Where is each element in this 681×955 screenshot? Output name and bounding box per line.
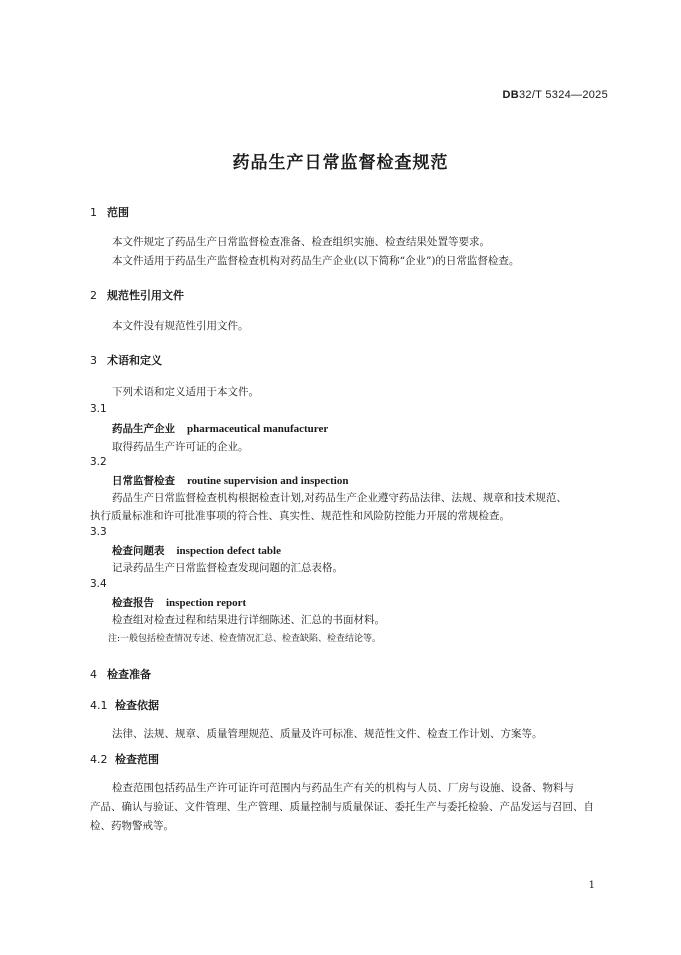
subsection-paragraph: 法律、法规、规章、质量管理规范、质量及许可标准、规范性文件、检查工作计划、方案等。 — [112, 728, 543, 740]
document-title: 药品生产日常监督检查规范 — [232, 153, 449, 173]
term-number: 3.1 — [90, 403, 107, 415]
term-definition: 取得药品生产许可证的企业。 — [112, 441, 249, 453]
section-1-paragraph: 本文件规定了药品生产日常监督检查准备、检查组织实施、检查结果处置等要求。 — [112, 236, 490, 248]
term-number: 3.2 — [90, 456, 107, 468]
term-number: 3.3 — [90, 526, 107, 538]
section-2-paragraph: 本文件没有规范性引用文件。 — [112, 320, 249, 332]
subsection-heading: 4.2 检查范围 — [90, 753, 159, 766]
subsection-paragraph: 产品、确认与验证、文件管理、生产管理、质量控制与质量保证、委托生产与委托检验、产品发运与召回、自 — [90, 801, 594, 813]
subsection-paragraph: 检查范围包括药品生产许可证许可范围内与药品生产有关的机构与人员、厂房与设施、设备、物料与 — [112, 782, 574, 794]
term-heading: 检查问题表 inspection defect table — [112, 545, 281, 557]
section-3-intro: 下列术语和定义适用于本文件。 — [112, 386, 259, 398]
section-1-paragraph: 本文件适用于药品生产监督检查机构对药品生产企业(以下简称“企业”)的日常监督检查。 — [112, 255, 520, 267]
term-definition: 记录药品生产日常监督检查发现问题的汇总表格。 — [112, 562, 343, 574]
term-heading: 检查报告 inspection report — [112, 597, 247, 609]
section-1-heading: 1 范围 — [90, 206, 129, 219]
section-3-heading: 3 术语和定义 — [90, 354, 162, 367]
page-number: 1 — [588, 880, 595, 891]
term-number: 3.4 — [90, 578, 107, 590]
subsection-heading: 4.1 检查依据 — [90, 699, 159, 712]
subsection-paragraph: 检、药物警戒等。 — [90, 820, 174, 832]
term-definition: 检查组对检查过程和结果进行详细陈述、汇总的书面材料。 — [112, 614, 385, 626]
term-definition: 药品生产日常监督检查机构根据检查计划,对药品生产企业遵守药品法律、法规、规章和技术规范、 — [112, 492, 567, 504]
section-4-heading: 4 检查准备 — [90, 668, 151, 681]
term-note: 注:一般包括检查情况专述、检查情况汇总、检查缺陷、检查结论等。 — [108, 634, 382, 644]
term-definition: 执行质量标准和许可批准事项的符合性、真实性、规范性和风险防控能力开展的常规检查。 — [90, 510, 510, 522]
term-heading: 药品生产企业 pharmaceutical manufacturer — [112, 423, 329, 435]
standard-code: DB32/T 5324—2025 — [502, 89, 608, 101]
term-heading: 日常监督检查 routine supervision and inspection — [112, 475, 349, 487]
section-2-heading: 2 规范性引用文件 — [90, 289, 184, 302]
